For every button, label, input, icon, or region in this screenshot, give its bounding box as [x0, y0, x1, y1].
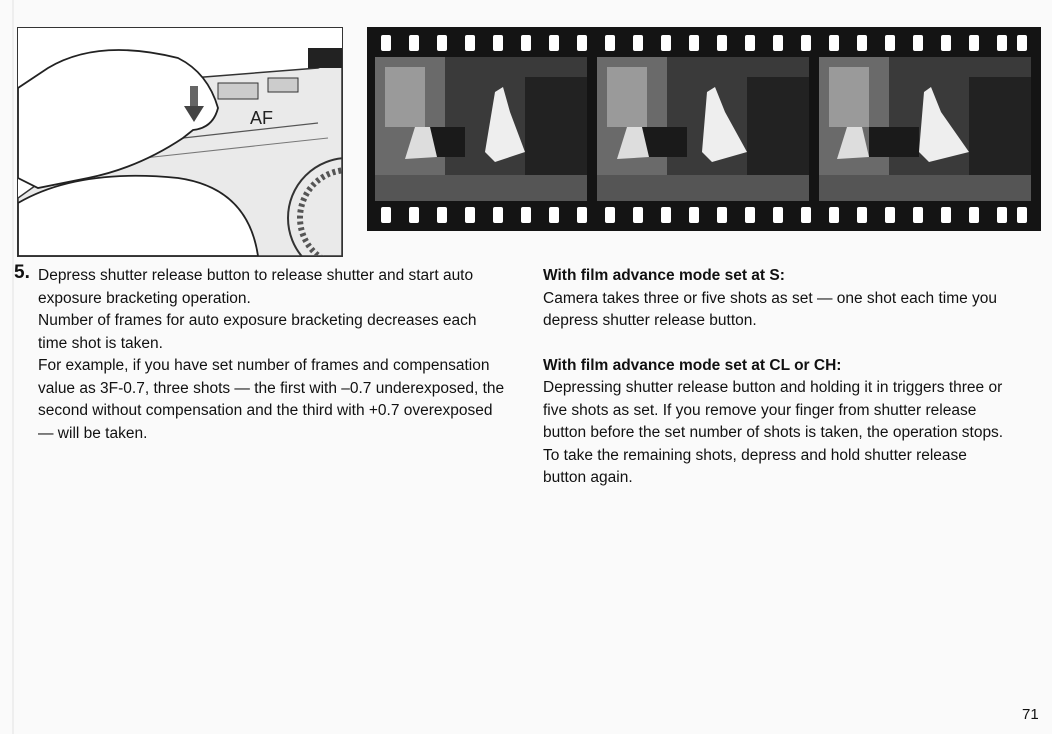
section-s-heading: With film advance mode set at S: [543, 267, 785, 284]
page-edge-shadow [12, 0, 14, 734]
step-paragraph-3: For example, if you have set number of frames and compensation value as 3F-0.7, three shots — the first with –0.7 underexposed, the second without compensation and the third with +0.7 overexposed — will be taken. [38, 357, 505, 442]
film-strip-photo [367, 27, 1041, 231]
step-paragraph-1: Depress shutter release button to release shutter and start auto exposure bracketing operation. [38, 267, 474, 307]
step-5-text [38, 265, 508, 445]
film-sprockets-top [367, 31, 1041, 55]
step-number: 5. [14, 262, 30, 283]
film-frame-1 [375, 57, 587, 201]
film-sprockets-bottom [367, 203, 1041, 227]
page-number: 71 [1022, 706, 1039, 723]
section-c-text: Depressing shutter release button and holding it in triggers three or five shots as set. If you remove your finger from shutter release button before the set number of shots is taken, the operation stops. To take the remaining shots, depress and hold shutter release button again. [543, 379, 1004, 486]
af-label: AF [250, 108, 274, 128]
film-frame-3 [819, 57, 1031, 201]
film-frame-2 [597, 57, 809, 201]
section-s-text: Camera takes three or five shots as set — one shot each time you depress shutter release button. [543, 289, 998, 329]
step-paragraph-2: Number of frames for auto exposure bracketing decreases each time shot is taken. [38, 312, 477, 352]
film-advance-notes [543, 265, 1013, 490]
shutter-release-illustration [17, 27, 343, 257]
section-c-heading: With film advance mode set at CL or CH: [543, 356, 842, 374]
